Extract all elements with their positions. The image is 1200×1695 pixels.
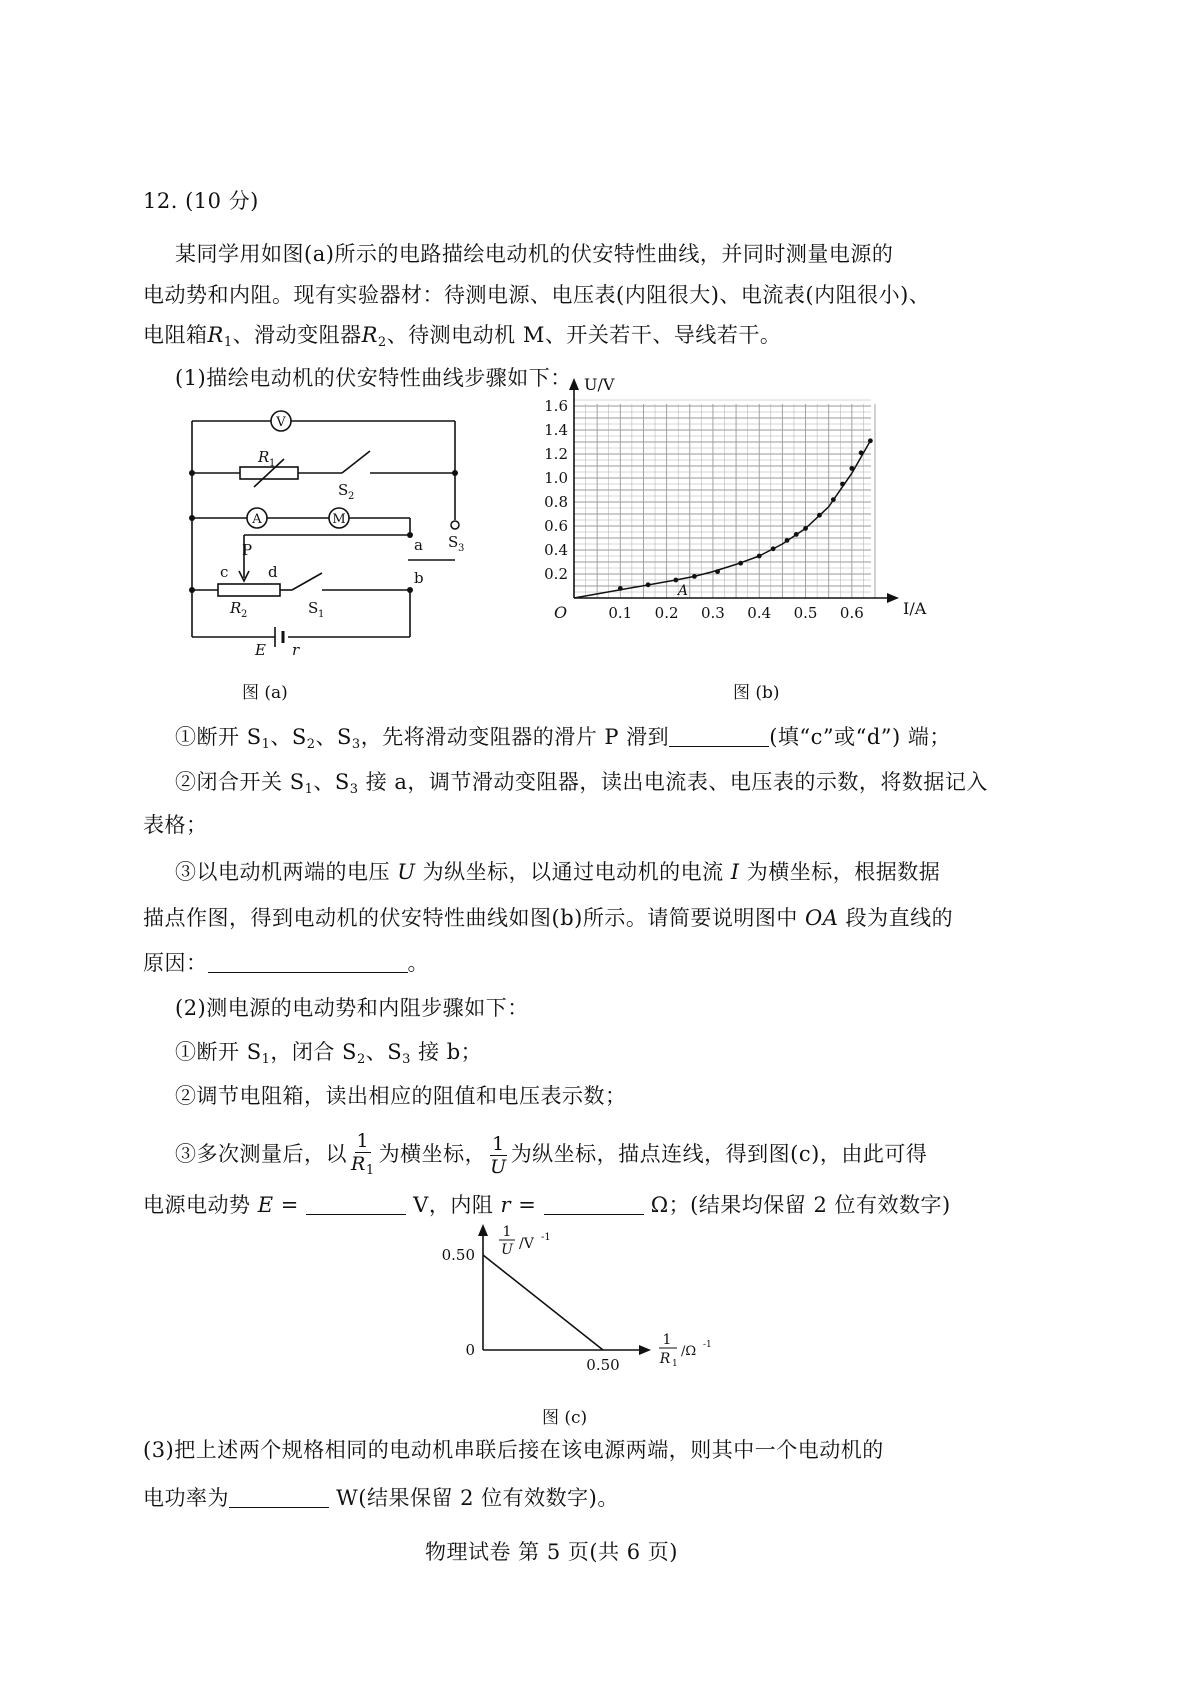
reciprocal-line bbox=[483, 1255, 603, 1350]
subscript: 2 bbox=[377, 335, 387, 350]
x-tick-label: 0.5 bbox=[793, 604, 818, 622]
data-point bbox=[673, 578, 678, 583]
step-text: 电源电动势 bbox=[143, 1193, 258, 1217]
data-point bbox=[831, 497, 836, 502]
s3-sub: 3 bbox=[458, 543, 465, 554]
page-footer: 物理试卷 第 5 页(共 6 页) bbox=[425, 1540, 678, 1564]
answer-blank-power[interactable] bbox=[229, 1487, 329, 1508]
symbol: S bbox=[289, 770, 305, 794]
step-text: 为纵坐标，描点连线，得到图(c)，由此可得 bbox=[510, 1142, 928, 1166]
subscript: 3 bbox=[351, 737, 361, 752]
data-point bbox=[618, 586, 623, 591]
step-text: 为横坐标，根据数据 bbox=[739, 860, 941, 884]
y-tick-label: 0.2 bbox=[544, 565, 568, 583]
separator: 、 bbox=[365, 1040, 388, 1064]
step-text: ①断开 bbox=[175, 1040, 247, 1064]
symbol: OA bbox=[805, 906, 839, 930]
y-tick-label: 1.0 bbox=[544, 469, 568, 487]
origin-label: 0 bbox=[465, 1341, 475, 1359]
step-text: 接 b； bbox=[410, 1040, 483, 1064]
part2-title: (2)测电源的电动势和内阻步骤如下： bbox=[175, 996, 529, 1020]
step-text: V，内阻 bbox=[405, 1193, 501, 1217]
separator: 、 bbox=[270, 725, 292, 749]
y-label-numerator: 1 bbox=[502, 1224, 512, 1240]
x-tick-label: 0.50 bbox=[586, 1356, 620, 1374]
meter-a-label: A bbox=[252, 512, 262, 527]
part1-step3-reason bbox=[143, 948, 429, 978]
subscript: 1 bbox=[261, 737, 271, 752]
part1-title: (1)描绘电动机的伏安特性曲线步骤如下： bbox=[175, 366, 572, 390]
part1-step2-cont: 表格； bbox=[143, 813, 208, 837]
slider-p-label: P bbox=[242, 541, 253, 559]
y-tick-label: 1.4 bbox=[544, 421, 568, 439]
symbol: S bbox=[246, 1040, 262, 1064]
terminal-a-label: a bbox=[414, 536, 423, 554]
y-label-unit: /V bbox=[519, 1236, 534, 1252]
symbol: R bbox=[207, 323, 224, 347]
data-point bbox=[803, 526, 808, 531]
y-tick-label: 0.8 bbox=[544, 493, 568, 511]
internal-r-label: r bbox=[292, 641, 300, 659]
data-point bbox=[868, 438, 873, 443]
figure-c-caption: 图 (c) bbox=[542, 1408, 588, 1428]
step-text: ③多次测量后，以 bbox=[175, 1142, 347, 1166]
symbol: S bbox=[334, 770, 350, 794]
intro-line-3 bbox=[143, 320, 781, 358]
part1-step2 bbox=[175, 767, 988, 805]
fraction-denominator: U bbox=[490, 1156, 507, 1178]
part2-step3 bbox=[175, 1126, 927, 1182]
x-tick-label: 0.2 bbox=[654, 604, 679, 622]
s2-sub: 2 bbox=[348, 491, 355, 502]
symbol: r bbox=[500, 1193, 512, 1217]
step-text: 描点作图，得到电动机的伏安特性曲线如图(b)所示。请简要说明图中 bbox=[143, 906, 806, 930]
symbol: U bbox=[397, 860, 416, 884]
answer-blank-emf[interactable] bbox=[306, 1194, 406, 1215]
fraction-numerator: 1 bbox=[356, 1129, 370, 1152]
question-number: 12. (10 分) bbox=[143, 189, 259, 213]
y-tick-label: 0.4 bbox=[544, 541, 568, 559]
part3-line-2 bbox=[143, 1483, 619, 1513]
part1-step3-cont bbox=[143, 903, 953, 933]
separator: 、 bbox=[313, 770, 335, 794]
x-tick-label: 0.4 bbox=[747, 604, 772, 622]
intro-text: 、滑动变阻器 bbox=[232, 323, 362, 347]
y-tick-label: 1.2 bbox=[544, 445, 568, 463]
terminal-d-label: d bbox=[268, 563, 278, 581]
step-text: 为横坐标， bbox=[378, 1142, 487, 1166]
subscript: 3 bbox=[349, 782, 359, 797]
part2-step2: ②调节电阻箱，读出相应的阻值和电压表示数； bbox=[175, 1084, 627, 1108]
step-text: 。 bbox=[407, 951, 429, 975]
step-text: Ω；(结果均保留 2 位有效数字) bbox=[643, 1193, 951, 1217]
fraction-1-over-u bbox=[490, 1133, 507, 1178]
symbol: S bbox=[246, 725, 262, 749]
terminal-b-label: b bbox=[414, 569, 424, 587]
x-label-denominator-sub: 1 bbox=[672, 1359, 678, 1369]
y-axis-arrow bbox=[478, 1224, 488, 1236]
symbol: S bbox=[387, 1040, 403, 1064]
data-point bbox=[715, 569, 720, 574]
r2-label: R bbox=[230, 599, 242, 617]
y-tick-label: 0.6 bbox=[544, 517, 568, 535]
x-tick-label: 0.3 bbox=[700, 604, 725, 622]
step-text: 原因： bbox=[143, 951, 208, 975]
answer-blank-1[interactable] bbox=[669, 726, 769, 747]
step-text: (填“c”或“d”) 端； bbox=[769, 725, 951, 749]
fraction-numerator: 1 bbox=[492, 1133, 505, 1155]
iv-curve-chart bbox=[530, 375, 927, 658]
x-label-numerator: 1 bbox=[662, 1332, 672, 1348]
subscript: 1 bbox=[261, 1052, 271, 1067]
data-point bbox=[738, 561, 743, 566]
subscript: 1 bbox=[304, 782, 314, 797]
fraction-denominator: R bbox=[351, 1152, 366, 1175]
y-label-denominator: U bbox=[501, 1242, 513, 1258]
part2-step1 bbox=[175, 1037, 482, 1075]
answer-blank-2[interactable] bbox=[208, 952, 408, 973]
circuit-diagram bbox=[180, 405, 510, 675]
separator: 、 bbox=[315, 725, 338, 749]
step-text: W(结果保留 2 位有效数字)。 bbox=[329, 1486, 619, 1510]
subscript: 2 bbox=[306, 737, 316, 752]
step-text: ②闭合开关 bbox=[175, 770, 290, 794]
part2-step4 bbox=[143, 1190, 951, 1220]
step-text: 电功率为 bbox=[143, 1486, 229, 1510]
emf-label: E bbox=[255, 641, 266, 659]
data-point bbox=[692, 574, 697, 579]
intro-text: 、待测电动机 M、开关若干、导线若干。 bbox=[386, 323, 782, 347]
y-label-unit-exponent: -1 bbox=[541, 1232, 551, 1243]
subscript: 2 bbox=[356, 1052, 366, 1067]
x-tick-label: 0.6 bbox=[839, 604, 864, 622]
step-text: ，先将滑动变阻器的滑片 P 滑到 bbox=[360, 725, 670, 749]
reciprocal-chart bbox=[425, 1222, 725, 1407]
fraction-1-over-r1 bbox=[351, 1130, 375, 1182]
subscript: 1 bbox=[365, 1162, 375, 1178]
intro-text: 电阻箱 bbox=[143, 323, 208, 347]
y-axis-label: U/V bbox=[584, 375, 615, 394]
step-text: 段为直线的 bbox=[838, 906, 954, 930]
x-axis-arrow bbox=[639, 1345, 651, 1355]
subscript: 1 bbox=[223, 335, 233, 350]
s3-label: S bbox=[448, 533, 459, 551]
subscript: 3 bbox=[402, 1052, 411, 1067]
data-point bbox=[646, 582, 651, 587]
step-text: ①断开 bbox=[175, 725, 247, 749]
x-label-denominator: R bbox=[659, 1351, 671, 1367]
step-text: ，闭合 bbox=[270, 1040, 343, 1064]
symbol: S bbox=[337, 725, 352, 749]
terminal-c-label: c bbox=[220, 563, 229, 581]
symbol: S bbox=[342, 1040, 357, 1064]
intro-line-1: 某同学用如图(a)所示的电路描绘电动机的伏安特性曲线，并同时测量电源的 bbox=[175, 242, 894, 266]
part3-line-1: (3)把上述两个规格相同的电动机串联后接在该电源两端，则其中一个电动机的 bbox=[143, 1438, 884, 1462]
symbol: S bbox=[291, 725, 307, 749]
x-axis-arrow bbox=[887, 593, 899, 603]
figure-b-caption: 图 (b) bbox=[733, 683, 780, 703]
part1-step1 bbox=[175, 722, 951, 760]
origin-label: O bbox=[554, 603, 568, 622]
data-point bbox=[785, 538, 790, 543]
y-tick-label: 0.50 bbox=[441, 1246, 475, 1264]
r1-sub: 1 bbox=[269, 458, 276, 469]
symbol: R bbox=[361, 323, 378, 347]
data-point bbox=[794, 532, 799, 537]
symbol: E bbox=[257, 1193, 274, 1217]
x-label-unit: /Ω bbox=[681, 1344, 697, 1359]
s1-label: S bbox=[308, 599, 319, 617]
data-point bbox=[817, 513, 822, 518]
data-point bbox=[771, 546, 776, 551]
equals: = bbox=[273, 1193, 306, 1217]
part1-step3 bbox=[175, 857, 940, 887]
meter-v-label: V bbox=[276, 415, 286, 430]
x-label-unit-exponent: -1 bbox=[703, 1340, 712, 1350]
symbol: I bbox=[730, 860, 740, 884]
r1-label: R bbox=[258, 448, 270, 466]
intro-line-2: 电动势和内阻。现有实验器材：待测电源、电压表(内阻很大)、电流表(内阻很小)、 bbox=[143, 283, 931, 307]
equals: = bbox=[511, 1193, 544, 1217]
step-text: 接 a，调节滑动变阻器，读出电流表、电压表的示数，将数据记入 bbox=[358, 770, 988, 794]
data-point bbox=[840, 482, 845, 487]
s2-label: S bbox=[338, 481, 349, 499]
motor-label: M bbox=[332, 512, 346, 527]
r2-sub: 2 bbox=[241, 609, 248, 620]
s1-sub: 1 bbox=[318, 609, 325, 620]
figure-a-caption: 图 (a) bbox=[242, 683, 288, 703]
x-axis-label: I/A bbox=[903, 599, 927, 618]
answer-blank-resistance[interactable] bbox=[544, 1194, 644, 1215]
data-point bbox=[849, 466, 854, 471]
step-text: 为纵坐标，以通过电动机的电流 bbox=[415, 860, 731, 884]
data-point bbox=[859, 450, 864, 455]
point-a-label: A bbox=[677, 582, 689, 599]
y-tick-label: 1.6 bbox=[544, 397, 568, 415]
x-tick-label: 0.1 bbox=[608, 604, 633, 622]
data-point bbox=[757, 554, 762, 559]
step-text: ③以电动机两端的电压 bbox=[175, 860, 398, 884]
